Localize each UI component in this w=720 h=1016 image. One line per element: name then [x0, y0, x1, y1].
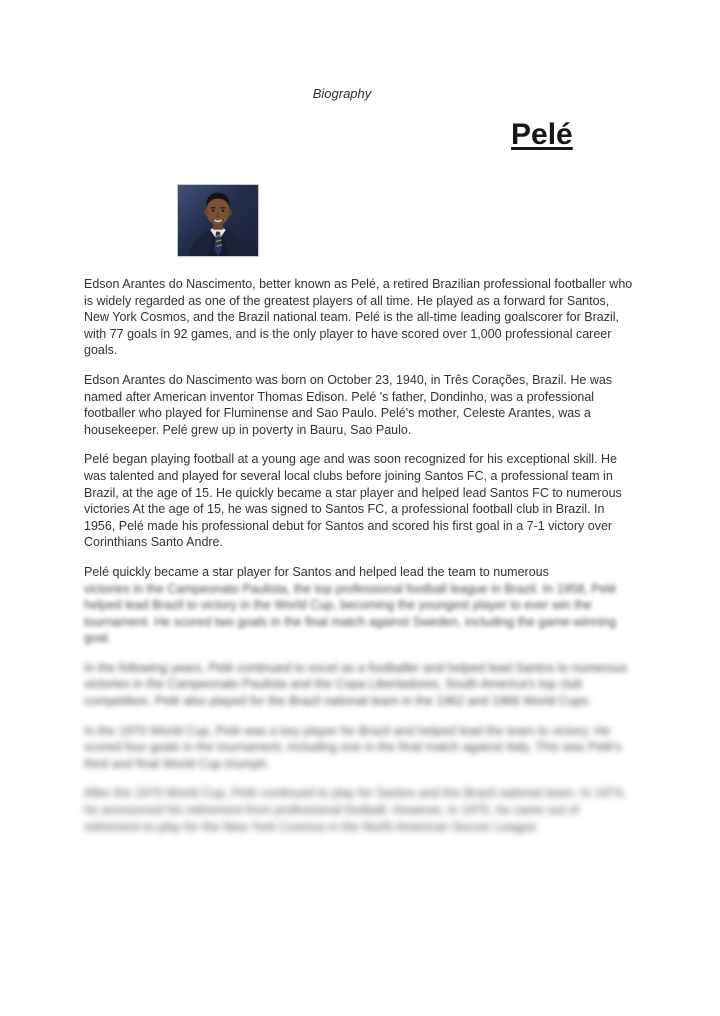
- paragraph-birth: Edson Arantes do Nascimento was born on October 23, 1940, in Três Corações, Brazil. He was named after American inventor Thomas Edison. Pelé 's father, Dondinho, was a professional footballer who played for Fluminense and Sao Paulo. Pelé's mother, Celeste Arantes, was a housekeeper. Pelé grew up in poverty in Bauru, Sao Paulo.: [84, 372, 613, 437]
- paragraph-intro: Edson Arantes do Nascimento, better known as Pelé, a retired Brazilian professional footballer who is widely regarded as one of the greatest players of all time. He played as a forward for Santos, New York Cosmos, and the Brazil national team. Pelé is the all-time leading goalscorer for Brazil, with 77 goals in 92 games, and is the only player to have scored over 1,000 professional career goals.: [84, 277, 633, 358]
- paragraph-following-years-blurred: In the following years, Pelé continued to excel as a footballer and helped lead Santos to numerous victories in the Campeonato Paulista and the Copa Libertadores, South America's top club competition. Pelé also played for the Brazil national team in the 1962 and 1966 World Cups.: [84, 660, 628, 709]
- paragraph-santos-star-blurred: victories in the Campeonato Paulista, the top professional football league in Brazil. In 1958, Pelé helped lead Brazil to victory in the World Cup, becoming the youngest player to ever win the tournament. He scored two goals in the final match against Sweden, including the game-winning goal.: [84, 581, 617, 646]
- portrait-illustration: [178, 185, 258, 256]
- paragraph-1970-world-cup-blurred: In the 1970 World Cup, Pelé was a key player for Brazil and helped lead the team to victory. He scored four goals in the tournament, including one in the final match against Italy. This was Pelé's third and final World Cup triumph.: [84, 723, 622, 771]
- paragraph-retirement-blurred: After the 1970 World Cup, Pelé continued to play for Santos and the Brazil national team. In 1974, he announced his retirement from professional football. However, in 1975, he came out of retirement to play for the New York Cosmos in the North American Soccer League: [84, 786, 626, 834]
- paragraph-early-career: Pelé began playing football at a young age and was soon recognized for his exceptional skill. He was talented and played for several local clubs before joining Santos FC, a professional team in Brazil, at the age of 15. He quickly became a star player and helped lead Santos FC to numerous victories At the age of 15, he was signed to Santos FC, a professional football club in Brazil. In 1956, Pelé made his professional debut for Santos and scored his first goal in a 7-1 victory over Corinthians Santo Andre.: [84, 452, 622, 550]
- document-title: Pelé: [511, 118, 573, 151]
- paragraph-santos-star-clear-line: Pelé quickly became a star player for Santos and helped lead the team to numerous: [84, 564, 549, 579]
- pele-portrait-photo: [177, 184, 259, 257]
- document-body: [84, 276, 637, 848]
- biography-label: Biography: [312, 86, 372, 101]
